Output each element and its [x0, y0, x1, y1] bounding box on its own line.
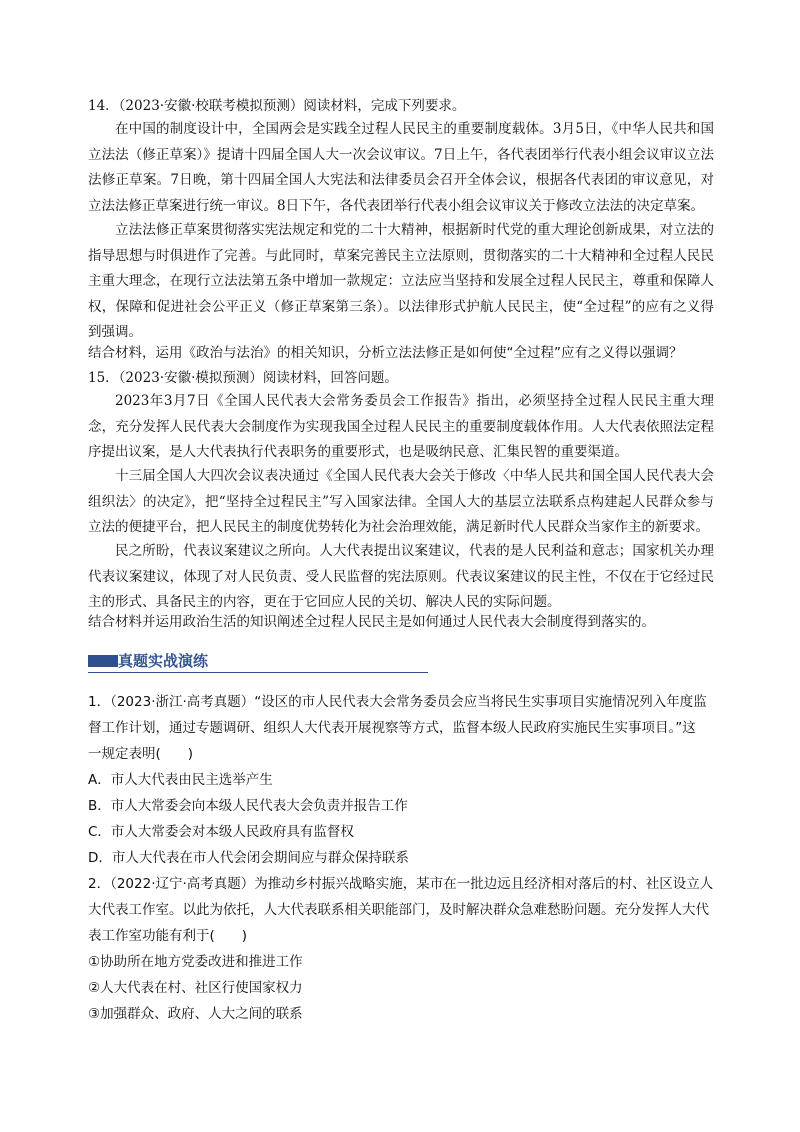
question-14-heading: 14．（2023·安徽·校联考模拟预测）阅读材料，完成下列要求。: [88, 98, 466, 114]
question-1-option-d: D．市人大代表在市人代会闭会期间应与群众保持联系: [88, 850, 409, 866]
section-header: [88, 650, 428, 674]
question-1-option-c: C．市人大常委会对本级人民政府具有监督权: [88, 824, 354, 840]
question-15-material-paragraph-1: 2023年3月7日《全国人民代表大会常务委员会工作报告》指出，必须坚持全过程人民民主重大理念，充分发挥人民代表大会制度作为实现我国全过程人民民主的重要制度载体作用。人大代表依照法定程序提出议案，是人大代表执行代表职务的重要形式，也是吸纳民意、汇集民智的重要渠道。: [88, 393, 714, 460]
question-1-stem-line-3: 一规定表明( ): [88, 746, 194, 762]
section-header-underline: [88, 672, 428, 673]
question-2-item-3: ③加强群众、政府、人大之间的联系: [88, 1006, 303, 1022]
question-2-stem-line-1: 2．（2022·辽宁·高考真题）为推动乡村振兴战略实施，某市在一批边远且经济相对落后的村、社区设立人: [88, 876, 714, 892]
question-15-heading: 15．（2023·安徽·模拟预测）阅读材料，回答问题。: [88, 370, 398, 386]
question-2-item-1: ①协助所在地方党委改进和推进工作: [88, 954, 303, 970]
question-15-material-paragraph-2: 十三届全国人大四次会议表决通过《全国人民代表大会关于修改〈中华人民共和国全国人民代表大会组织法〉的决定》，把“坚持全过程民主”写入国家法律。全国人大的基层立法联系点构建起人民群众参与立法的便捷平台，把人民民主的制度优势转化为社会治理效能，满足新时代人民群众当家作主的新要求。: [88, 468, 714, 535]
question-1-option-a: A．市人大代表由民主选举产生: [88, 772, 273, 788]
question-2-stem-line-3: 表工作室功能有利于( ): [88, 928, 248, 944]
question-1-stem-line-2: 督工作计划，通过专题调研、组织人大代表开展视察等方式，监督本级人民政府实施民生实事项目。”这: [88, 720, 696, 736]
question-14-material-paragraph-1: 在中国的制度设计中，全国两会是实践全过程人民民主的重要制度载体。3月5日，《中华人民共和国立法法（修正草案）》提请十四届全国人大一次会议审议。7日上午，各代表团举行代表小组会议审议立法法修正草案。7日晚，第十四届全国人大宪法和法律委员会召开全体会议，根据各代表团的审议意见，对立法法修正草案进行统一审议。8日下午，各代表团举行代表小组会议审议关于修改立法法的决定草案。: [88, 121, 714, 214]
question-1-stem-line-1: 1．（2023·浙江·高考真题）“设区的市人民代表大会常务委员会应当将民生实事项目实施情况列入年度监: [88, 694, 707, 710]
section-title: 真题实战演练: [118, 652, 209, 670]
section-header-bar: [88, 655, 118, 667]
question-1-option-b: B．市人大常委会向本级人民代表大会负责并报告工作: [88, 798, 408, 814]
question-15-prompt: 结合材料并运用政治生活的知识阐述全过程人民民主是如何通过人民代表大会制度得到落实的。: [88, 614, 655, 630]
question-2-item-2: ②人大代表在村、社区行使国家权力: [88, 980, 303, 996]
question-14-prompt: 结合材料，运用《政治与法治》的相关知识，分析立法法修正是如何使“全过程”应有之义得以强调？: [88, 345, 683, 361]
question-15-material-paragraph-3: 民之所盼，代表议案建议之所向。人大代表提出议案建议，代表的是人民利益和意志；国家机关办理代表议案建议，体现了对人民负责、受人民监督的宪法原则。代表议案建议的民主性，不仅在于它经过民主的形式、具备民主的内容，更在于它回应人民的关切、解决人民的实际问题。: [88, 543, 714, 610]
question-2-stem-line-2: 大代表工作室。以此为依托，人大代表联系相关职能部门，及时解决群众急难愁盼问题。充分发挥人大代: [88, 902, 709, 918]
question-14-material-paragraph-2: 立法法修正草案贯彻落实宪法规定和党的二十大精神，根据新时代党的重大理论创新成果，对立法的指导思想与时俱进作了完善。与此同时，草案完善民主立法原则，贯彻落实的二十大精神和全过程人民民主重大理念，在现行立法法第五条中增加一款规定：立法应当坚持和发展全过程人民民主，尊重和保障人权，保障和促进社会公平正义（修正草案第三条）。以法律形式护航人民民主，使“全过程”的应有之义得到强调。: [88, 222, 714, 340]
